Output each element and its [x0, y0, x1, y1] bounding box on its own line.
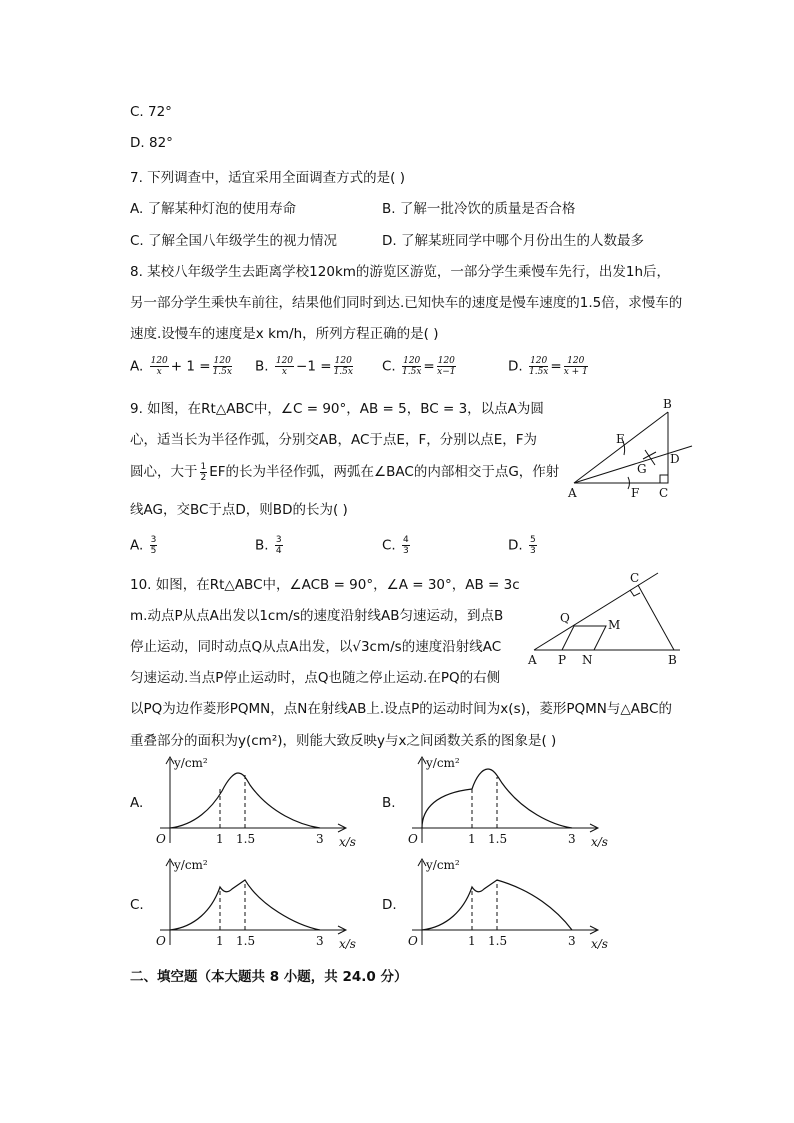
- option-label: D.: [508, 537, 523, 554]
- tick-3: 3: [316, 832, 324, 846]
- tick-1-5: 1.5: [488, 934, 508, 948]
- denominator: 5: [150, 546, 157, 556]
- denominator: x: [281, 367, 287, 377]
- right-fraction: [564, 356, 588, 377]
- numerator: 120: [530, 356, 548, 366]
- q7-option-b: B. 了解一批冷饮的质量是否合格: [382, 201, 576, 217]
- right-fraction: [437, 356, 456, 377]
- tick-1: 1: [468, 832, 476, 846]
- q8-line1: 8. 某校八年级学生去距离学校120km的游览区游览，一部分学生乘慢车先行，出发1h后，: [130, 264, 671, 280]
- y-axis-label: y/cm²: [174, 756, 208, 770]
- label-g: G: [637, 462, 647, 476]
- numerator: 120: [403, 356, 421, 366]
- x-axis-label: x/s: [591, 937, 608, 951]
- y-axis-label: y/cm²: [174, 858, 208, 872]
- numerator: 120: [334, 356, 352, 366]
- q8-option-d: [508, 356, 590, 377]
- right-fraction: [213, 356, 232, 377]
- tick-3: 3: [568, 832, 576, 846]
- right-angle-mark: [660, 475, 668, 483]
- q10-line5: 以PQ为边作菱形PQMN，点N在射线AB上.设点P的运动时间为x(s)，菱形PQMN与△ABC的: [130, 701, 672, 717]
- tick-1: 1: [468, 934, 476, 948]
- denominator: 1.5x: [333, 367, 353, 377]
- line-cb: [638, 585, 674, 650]
- graph-label: B.: [382, 795, 396, 811]
- origin-label: O: [408, 934, 418, 948]
- x-axis-label: x/s: [591, 835, 608, 849]
- y-axis-label: y/cm²: [426, 858, 460, 872]
- numerator: 3: [275, 535, 282, 545]
- left-fraction: [402, 356, 421, 377]
- label-n: N: [582, 653, 593, 667]
- denominator: 2: [200, 472, 207, 483]
- left-fraction: [150, 356, 169, 377]
- numerator: 120: [213, 356, 231, 366]
- numerator: 3: [150, 535, 157, 545]
- q8-option-a: [130, 356, 234, 377]
- q8-option-b: [255, 356, 355, 377]
- q10-line6: 重叠部分的面积为y(cm²)，则能大致反映y与x之间函数关系的图象是( ): [130, 733, 557, 749]
- q9-line2: 心，适当长为半径作弧，分别交AB，AC于点E，F，分别以点E，F为: [130, 432, 538, 448]
- x-axis-label: x/s: [339, 835, 356, 849]
- numerator: 120: [275, 356, 294, 366]
- option-label: D.: [508, 358, 523, 375]
- line-ab: [574, 412, 668, 483]
- label-b: B: [668, 653, 677, 667]
- q9-text: 圆心，大于: [130, 464, 198, 480]
- tick-1-5: 1.5: [236, 934, 256, 948]
- tick-1-5: 1.5: [236, 832, 256, 846]
- function-graph: [402, 855, 612, 955]
- option-label: C.: [382, 537, 396, 554]
- denominator: x + 1: [563, 367, 588, 377]
- denominator: x−1: [437, 367, 456, 377]
- graph-label: D.: [382, 897, 397, 913]
- q7-stem: 7. 下列调查中，适宜采用全面调查方式的是( ): [130, 170, 405, 186]
- q9-option-d: [508, 535, 539, 556]
- label-c: C: [630, 571, 640, 585]
- fraction: [529, 535, 537, 556]
- q8-option-c: [382, 356, 458, 377]
- q7-option-d: D. 了解某班同学中哪个月份出生的人数最多: [382, 233, 644, 249]
- q9-option-a: [130, 535, 159, 556]
- q6-option-c: C. 72°: [130, 104, 172, 120]
- label-m: M: [608, 618, 621, 632]
- q6-option-d: D. 82°: [130, 135, 173, 151]
- function-graph: [402, 753, 612, 853]
- numerator: 5: [529, 535, 536, 545]
- option-label: B.: [255, 537, 269, 554]
- denominator: 1.5x: [528, 367, 549, 377]
- q10-line1: 10. 如图，在Rt△ABC中，∠ACB = 90°，∠A = 30°，AB = 3c: [130, 577, 520, 593]
- q7-option-c: C. 了解全国八年级学生的视力情况: [130, 233, 338, 249]
- label-d: D: [670, 452, 680, 466]
- q9-line1: 9. 如图，在Rt△ABC中，∠C = 90°，AB = 5，BC = 3，以点A为圆: [130, 401, 544, 417]
- option-label: C.: [382, 358, 396, 375]
- label-e: E: [616, 432, 625, 446]
- ray-ac: [534, 573, 658, 650]
- denominator: 3: [529, 546, 536, 556]
- tick-3: 3: [568, 934, 576, 948]
- q9-triangle-figure: [560, 395, 700, 505]
- operator: =: [423, 358, 435, 375]
- q9-option-b: [255, 535, 285, 556]
- q9-option-c: [382, 535, 412, 556]
- label-f: F: [631, 486, 640, 500]
- left-fraction: [275, 356, 294, 377]
- denominator: 4: [275, 546, 282, 556]
- operator: −1 =: [296, 358, 332, 375]
- q8-line3: 速度.设慢车的速度是x km/h，所列方程正确的是( ): [130, 326, 439, 342]
- q10-triangle-figure: [520, 570, 700, 670]
- option-label: B.: [255, 358, 269, 375]
- fraction: [275, 535, 283, 556]
- q9-line4: 线AG，交BC于点D，则BD的长为( ): [130, 502, 348, 518]
- q7-option-a: A. 了解某种灯泡的使用寿命: [130, 201, 297, 217]
- label-a: A: [568, 486, 577, 500]
- fraction: [402, 535, 410, 556]
- graph-label: C.: [130, 897, 144, 913]
- denominator: x: [156, 367, 162, 377]
- tick-1: 1: [216, 832, 224, 846]
- label-q: Q: [560, 611, 570, 625]
- numerator: 4: [403, 535, 409, 545]
- denominator: 3: [403, 546, 409, 556]
- y-axis-label: y/cm²: [426, 756, 460, 770]
- origin-label: O: [156, 832, 166, 846]
- function-graph: [150, 855, 360, 955]
- operator: =: [550, 358, 562, 375]
- numerator: 120: [437, 356, 455, 366]
- q9-line3: [130, 460, 559, 483]
- label-b: B: [663, 397, 672, 411]
- q10-line4: 匀速运动.当点P停止运动时，点Q也随之停止运动.在PQ的右侧: [130, 670, 501, 686]
- tick-1-5: 1.5: [488, 832, 508, 846]
- section-2-heading: 二、填空题（本大题共 8 小题，共 24.0 分）: [130, 969, 408, 985]
- left-fraction: [529, 356, 548, 377]
- tick-3: 3: [316, 934, 324, 948]
- label-a: A: [528, 653, 537, 667]
- numerator: 1: [200, 461, 207, 472]
- numerator: 120: [150, 356, 168, 366]
- label-c: C: [659, 486, 669, 500]
- numerator: 120: [564, 356, 588, 367]
- right-fraction: [334, 356, 353, 377]
- half-fraction: [200, 462, 208, 483]
- right-angle-mark: [630, 590, 640, 596]
- q10-line3: 停止运动，同时动点Q从点A出发，以√3cm/s的速度沿射线AC: [130, 639, 502, 655]
- denominator: 1.5x: [402, 367, 422, 377]
- operator: + 1 =: [170, 358, 211, 375]
- tick-1: 1: [216, 934, 224, 948]
- origin-label: O: [408, 832, 418, 846]
- label-p: P: [558, 653, 567, 667]
- graph-label: A.: [130, 795, 144, 811]
- denominator: 1.5x: [212, 367, 232, 377]
- q9-text: EF的长为半径作弧，两弧在∠BAC的内部相交于点G，作射: [209, 464, 560, 480]
- rhombus-pqmn: [562, 626, 606, 650]
- option-label: A.: [130, 358, 144, 375]
- function-graph: [150, 753, 360, 853]
- option-label: A.: [130, 537, 144, 554]
- fraction: [150, 535, 158, 556]
- origin-label: O: [156, 934, 166, 948]
- q10-line2: m.动点P从点A出发以1cm/s的速度沿射线AB匀速运动，到点B: [130, 608, 504, 624]
- x-axis-label: x/s: [339, 937, 356, 951]
- q8-line2: 另一部分学生乘快车前往，结果他们同时到达.已知快车的速度是慢车速度的1.5倍，求慢车的: [130, 295, 683, 311]
